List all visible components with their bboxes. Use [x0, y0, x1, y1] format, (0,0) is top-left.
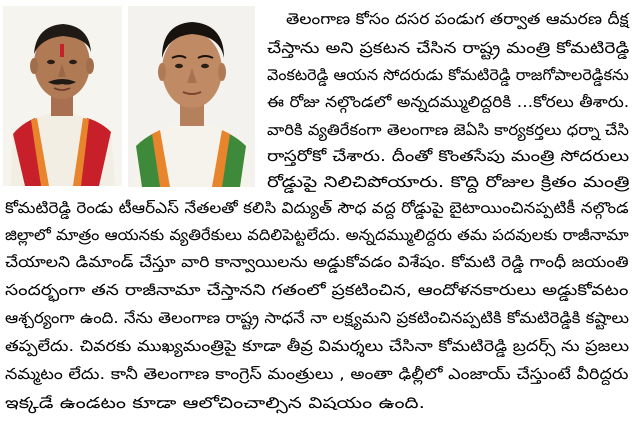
article-line: చేస్తాను అని ప్రకటన చేసిన రాష్ట్ర మంత్రి కోమటిరెడ్డి [267, 39, 630, 57]
article-line: రోడ్డుపై నిలిచిపోయారు. కొద్ది రోజుల క్రితం మంత్రి [267, 173, 630, 191]
article-line: చేయాలని డిమాండ్ చేస్తూ వారి కాన్వాయిలను అడ్డుకోవడం విశేషం. కోమటి రెడ్డి గాంధీ జయంతి [5, 253, 629, 271]
article-line: ఇక్కడే ఉండటం కూడా ఆలోచించాల్సిన విషయం ఉంది. [5, 394, 425, 412]
article-line: నమ్మటం లేదు. కానీ తెలంగాణ కాంగ్రెస్ మంత్రులు , అంతా ఢిల్లీలో ఎంజాయ్ చేస్తుంటే వీరిద్దరు [5, 365, 629, 383]
article-line: వారికి వ్యతిరేకంగా తెలంగాణ జెఏసి కార్యకర్తలు ధర్నా చేసి [267, 121, 629, 139]
article-line: కోమటిరెడ్డి రెండు టీఆర్ఎస్ నేతలతో కలిసి విద్యుత్ సౌధ వద్ద రోడ్డుపై బైటాయించినప్పటికీ నల్గొండ [5, 199, 629, 217]
article-line: సందర్భంగా తన రాజీనామా చేస్తానని గతంలో ప్రకటించిన, ఆందోళనకారులు అడ్డుకోవటం [5, 281, 629, 299]
article-line: తెలంగాణ కోసం దసర పండుగ తర్వాత ఆమరణ దీక్ష [286, 10, 629, 28]
article-line: జిల్లాలో మాత్రం ఆయనకు వ్యతిరేకులు వదిలిపెట్టలేదు. అన్నదమ్ములిద్దరు తమ పదవులకు రాజీనామా [5, 226, 629, 244]
article-line: ఈ రోజు నల్గొండలో అన్నదమ్ములిద్దరికి ...కోరలు తీశారు. [267, 93, 630, 111]
article-line: ఆశ్చర్యంగా ఉంది. నేను తెలంగాణ రాష్ట్ర సాధనే నా లక్ష్యమని ప్రకటించినప్పటికి కోమటిరెడ్డికి కష్టాలు [5, 309, 630, 327]
article-line: రాస్తరోకో చేశారు. దీంతో కొంతసేపు మంత్రి సోదరులు [267, 147, 630, 165]
article-line: తప్పలేదు. చివరకు ముఖ్యమంత్రిపై కూడా తీవ్ర విమర్శలు చేసినా కోమటిరెడ్డి బ్రదర్స్ ను ప్రజలు [5, 337, 630, 355]
article-line: వెంకటరెడ్డి ఆయన సోదరుడు కోమటిరెడ్డి రాజగోపాలరెడ్డికను [267, 66, 629, 84]
